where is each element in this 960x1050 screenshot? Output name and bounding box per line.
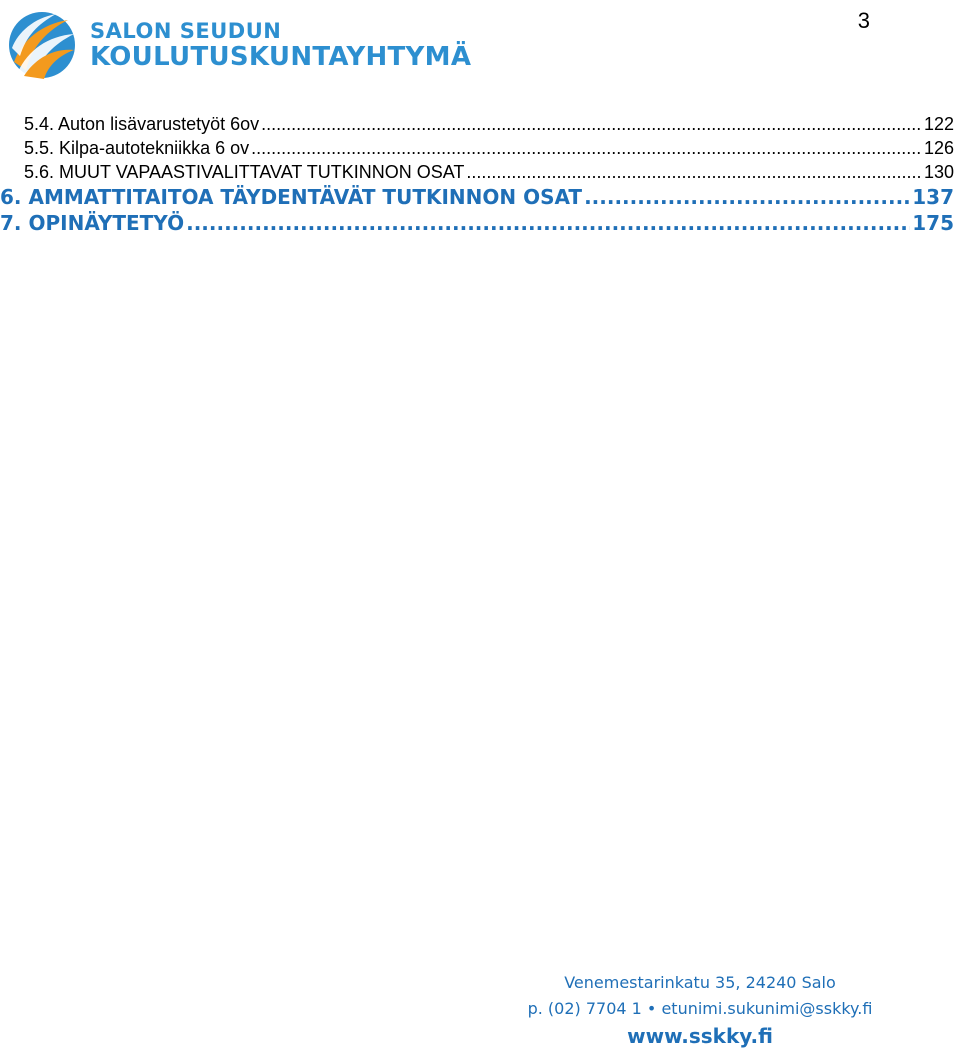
toc-heading-entry[interactable] <box>0 184 954 210</box>
footer-contact: p. (02) 7704 1 • etunimi.sukunimi@sskky.fi <box>527 999 873 1018</box>
page-footer <box>480 970 920 1050</box>
logo-line-1: SALON SEUDUN <box>90 18 282 43</box>
swirl-logo-icon <box>8 10 76 80</box>
logo-line-2: KOULUTUSKUNTAYHTYMÄ <box>90 41 472 72</box>
toc-dot-leader <box>466 160 922 184</box>
toc-entry-page: 122 <box>923 114 954 134</box>
toc-dot-leader <box>261 112 922 136</box>
toc-dot-leader <box>186 210 910 236</box>
toc-entry-label: 6. AMMATTITAITOA TÄYDENTÄVÄT TUTKINNON OSAT <box>0 185 583 209</box>
toc-entry-page: 137 <box>912 185 954 209</box>
toc-entry[interactable] <box>24 136 954 160</box>
table-of-contents <box>0 112 954 236</box>
footer-website-link[interactable]: www.sskky.fi <box>627 1024 773 1048</box>
toc-heading-entry[interactable] <box>0 210 954 236</box>
toc-dot-leader <box>584 184 910 210</box>
footer-address: Venemestarinkatu 35, 24240 Salo <box>564 973 836 992</box>
page-number: 3 <box>857 8 870 33</box>
toc-dot-leader <box>251 136 922 160</box>
toc-entry-label: 7. OPINÄYTETYÖ <box>0 211 185 235</box>
organization-logo <box>8 10 471 80</box>
toc-entry-page: 126 <box>923 138 954 158</box>
toc-entry-label: 5.5. Kilpa-autotekniikka 6 ov <box>24 138 250 158</box>
toc-entry-page: 175 <box>912 211 954 235</box>
toc-entry[interactable] <box>24 160 954 184</box>
toc-entry-label: 5.4. Auton lisävarustetyöt 6ov <box>24 114 260 134</box>
toc-entry[interactable] <box>24 112 954 136</box>
toc-entry-page: 130 <box>923 162 954 182</box>
toc-entry-label: 5.6. MUUT VAPAASTIVALITTAVAT TUTKINNON OSAT <box>24 162 465 182</box>
